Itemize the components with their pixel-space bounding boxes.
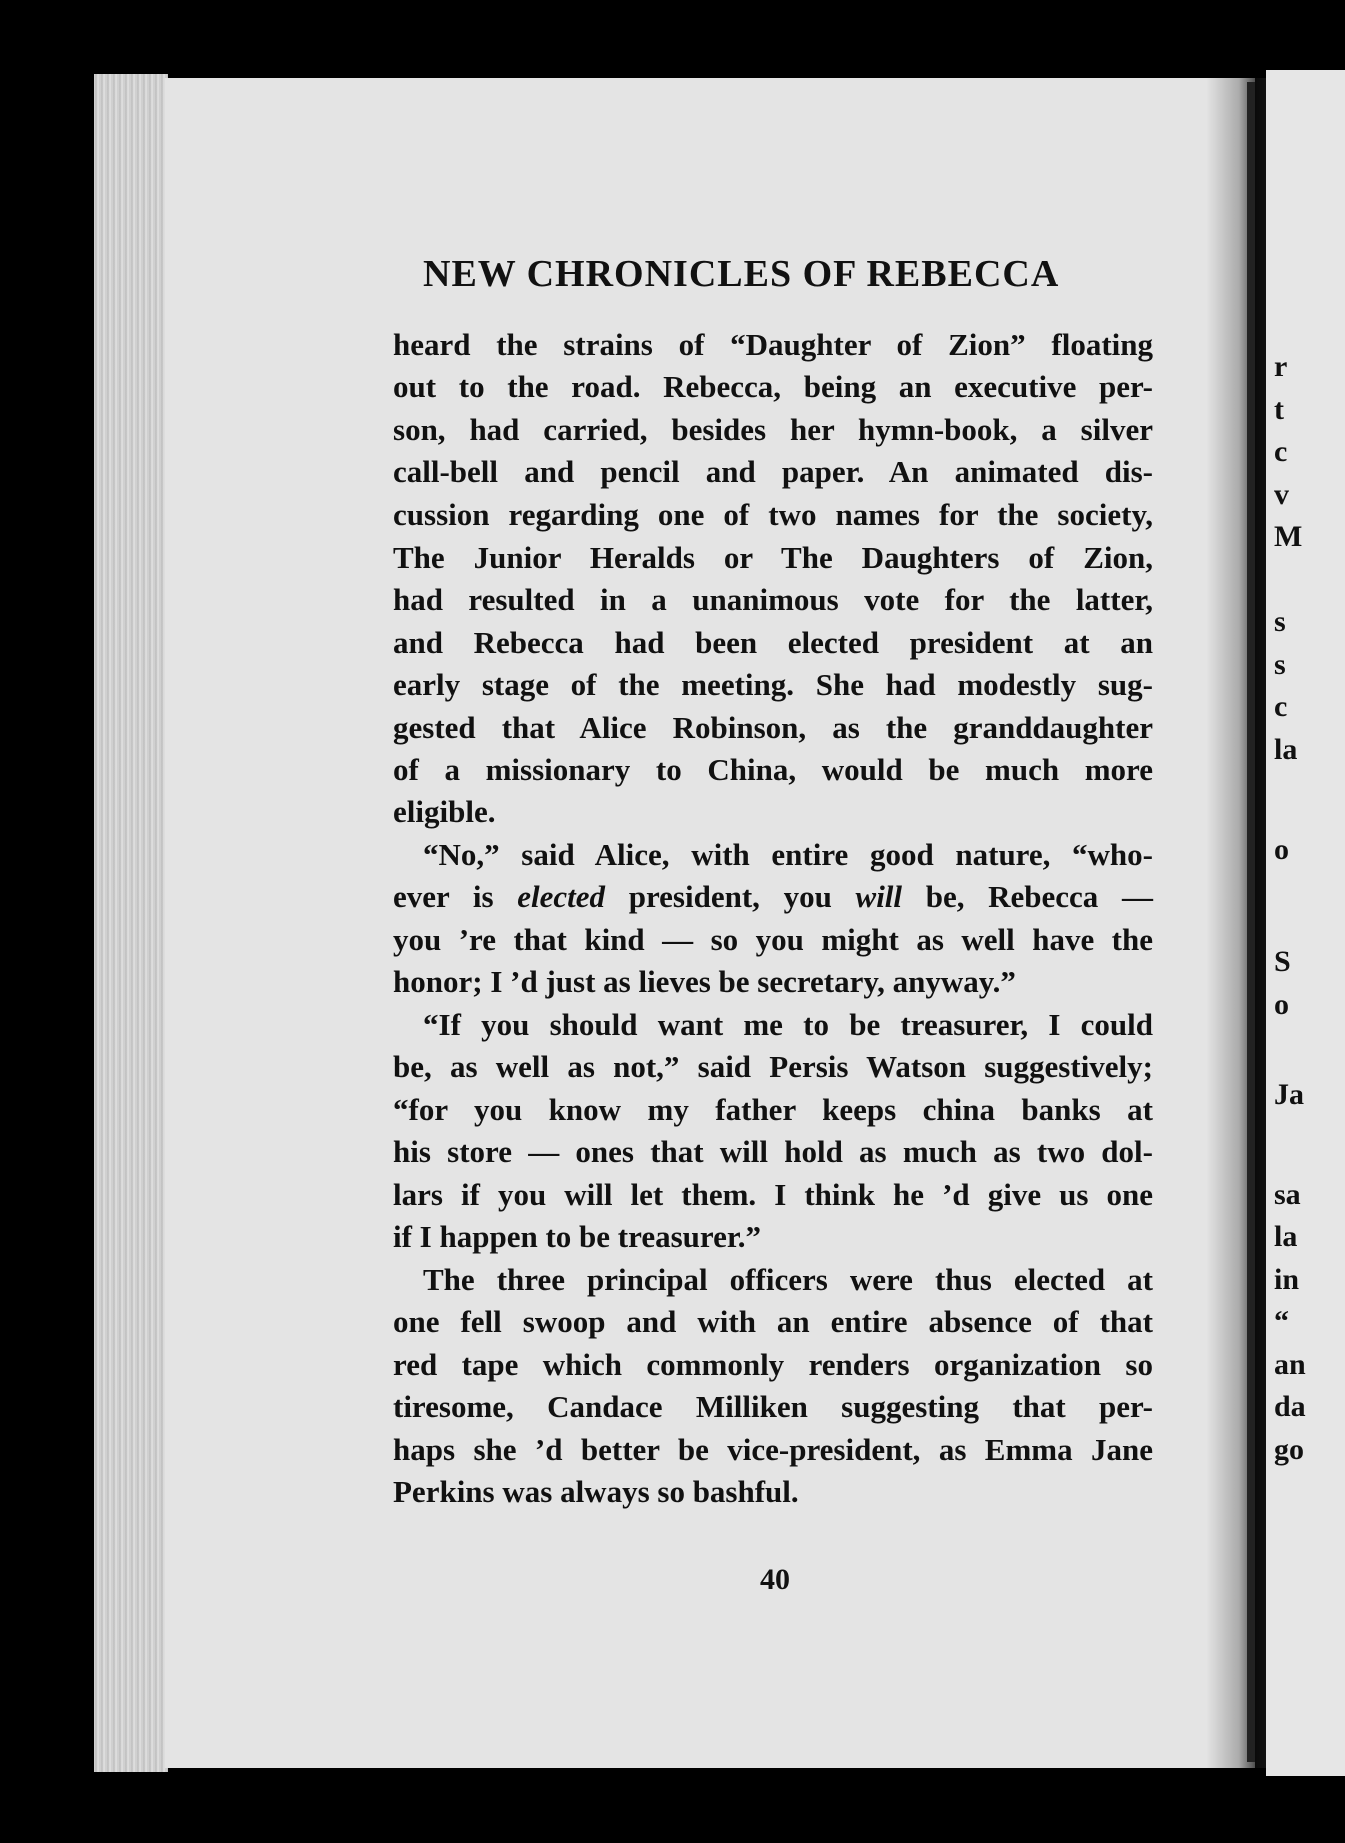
text-line: out to the road. Rebecca, being an executive per- bbox=[393, 369, 1153, 404]
text-line: if I happen to be treasurer.” bbox=[393, 1219, 762, 1254]
facing-page-fragment: go bbox=[1274, 1433, 1304, 1466]
text-line: red tape which commonly renders organization so bbox=[393, 1347, 1153, 1382]
text-line: be, as well as not,” said Persis Watson suggestively; bbox=[393, 1049, 1153, 1084]
facing-page-fragment: s bbox=[1274, 648, 1286, 681]
text-line: one fell swoop and with an entire absence of that bbox=[393, 1304, 1153, 1339]
text-line: of a missionary to China, would be much more bbox=[393, 752, 1153, 787]
text-line: The Junior Heralds or The Daughters of Zion, bbox=[393, 540, 1153, 575]
facing-page-fragment: “ bbox=[1274, 1305, 1289, 1338]
facing-page-fragment: la bbox=[1274, 1220, 1298, 1253]
facing-page-fragment: c bbox=[1274, 435, 1288, 468]
text-line: his store — ones that will hold as much as two dol- bbox=[393, 1134, 1153, 1169]
text-line: had resulted in a unanimous vote for the latter, bbox=[393, 582, 1153, 617]
text-line: you ’re that kind — so you might as well have the bbox=[393, 922, 1153, 957]
text-line: and Rebecca had been elected president at an bbox=[393, 625, 1153, 660]
text-line: son, had carried, besides her hymn-book, a silver bbox=[393, 412, 1153, 447]
text-span: ever is bbox=[393, 879, 518, 914]
text-line: eligible. bbox=[393, 794, 496, 829]
facing-page-fragment: an bbox=[1274, 1348, 1306, 1381]
text-line: honor; I ’d just as lieves be secretary, anyway.” bbox=[393, 964, 1016, 999]
text-line: lars if you will let them. I think he ’d give us one bbox=[393, 1177, 1153, 1212]
facing-page-fragment: r bbox=[1274, 350, 1288, 383]
text-line: early stage of the meeting. She had modestly sug- bbox=[393, 667, 1153, 702]
emphasis-text: elected bbox=[517, 879, 606, 914]
text-line: The three principal officers were thus elected at bbox=[423, 1262, 1153, 1297]
text-line: cussion regarding one of two names for the society, bbox=[393, 497, 1153, 532]
facing-page-fragment: Ja bbox=[1274, 1078, 1304, 1111]
facing-page-fragment: s bbox=[1274, 605, 1286, 638]
facing-page-fragment: o bbox=[1274, 988, 1289, 1021]
page-number: 40 bbox=[760, 1563, 790, 1596]
text-line: tiresome, Candace Milliken suggesting that per- bbox=[393, 1389, 1153, 1424]
facing-page-fragment: sa bbox=[1274, 1178, 1301, 1211]
book-spine bbox=[1206, 78, 1266, 1768]
text-line: “for you know my father keeps china banks at bbox=[393, 1092, 1153, 1127]
text-line: call-bell and pencil and paper. An animated dis- bbox=[393, 454, 1153, 489]
facing-page-fragment: da bbox=[1274, 1390, 1306, 1423]
text-span: president, you bbox=[605, 879, 856, 914]
text-line: heard the strains of “Daughter of Zion” floating bbox=[393, 327, 1153, 362]
text-line: “No,” said Alice, with entire good nature, “who- bbox=[423, 837, 1153, 872]
running-header: NEW CHRONICLES OF REBECCA bbox=[423, 253, 1060, 295]
gutter-shadow bbox=[1247, 82, 1255, 1762]
text-line: haps she ’d better be vice-president, as Emma Jane bbox=[393, 1432, 1153, 1467]
facing-page-fragment: t bbox=[1274, 393, 1284, 426]
facing-page-fragment: S bbox=[1274, 945, 1291, 978]
text-line bbox=[393, 877, 1153, 917]
text-line: Perkins was always so bashful. bbox=[393, 1474, 799, 1509]
facing-page-fragment: c bbox=[1274, 690, 1288, 723]
facing-page-fragment: M bbox=[1274, 520, 1303, 553]
facing-page bbox=[1266, 70, 1345, 1776]
facing-page-fragment: v bbox=[1274, 478, 1289, 511]
facing-page-fragment: la bbox=[1274, 733, 1298, 766]
text-line: “If you should want me to be treasurer, I could bbox=[423, 1007, 1153, 1042]
text-span: be, Rebecca — bbox=[902, 879, 1153, 914]
emphasis-text: will bbox=[855, 879, 903, 914]
page-edge bbox=[94, 74, 168, 1772]
facing-page-fragment: in bbox=[1274, 1263, 1300, 1296]
facing-page-fragment: o bbox=[1274, 833, 1289, 866]
text-line: gested that Alice Robinson, as the granddaughter bbox=[393, 710, 1153, 745]
